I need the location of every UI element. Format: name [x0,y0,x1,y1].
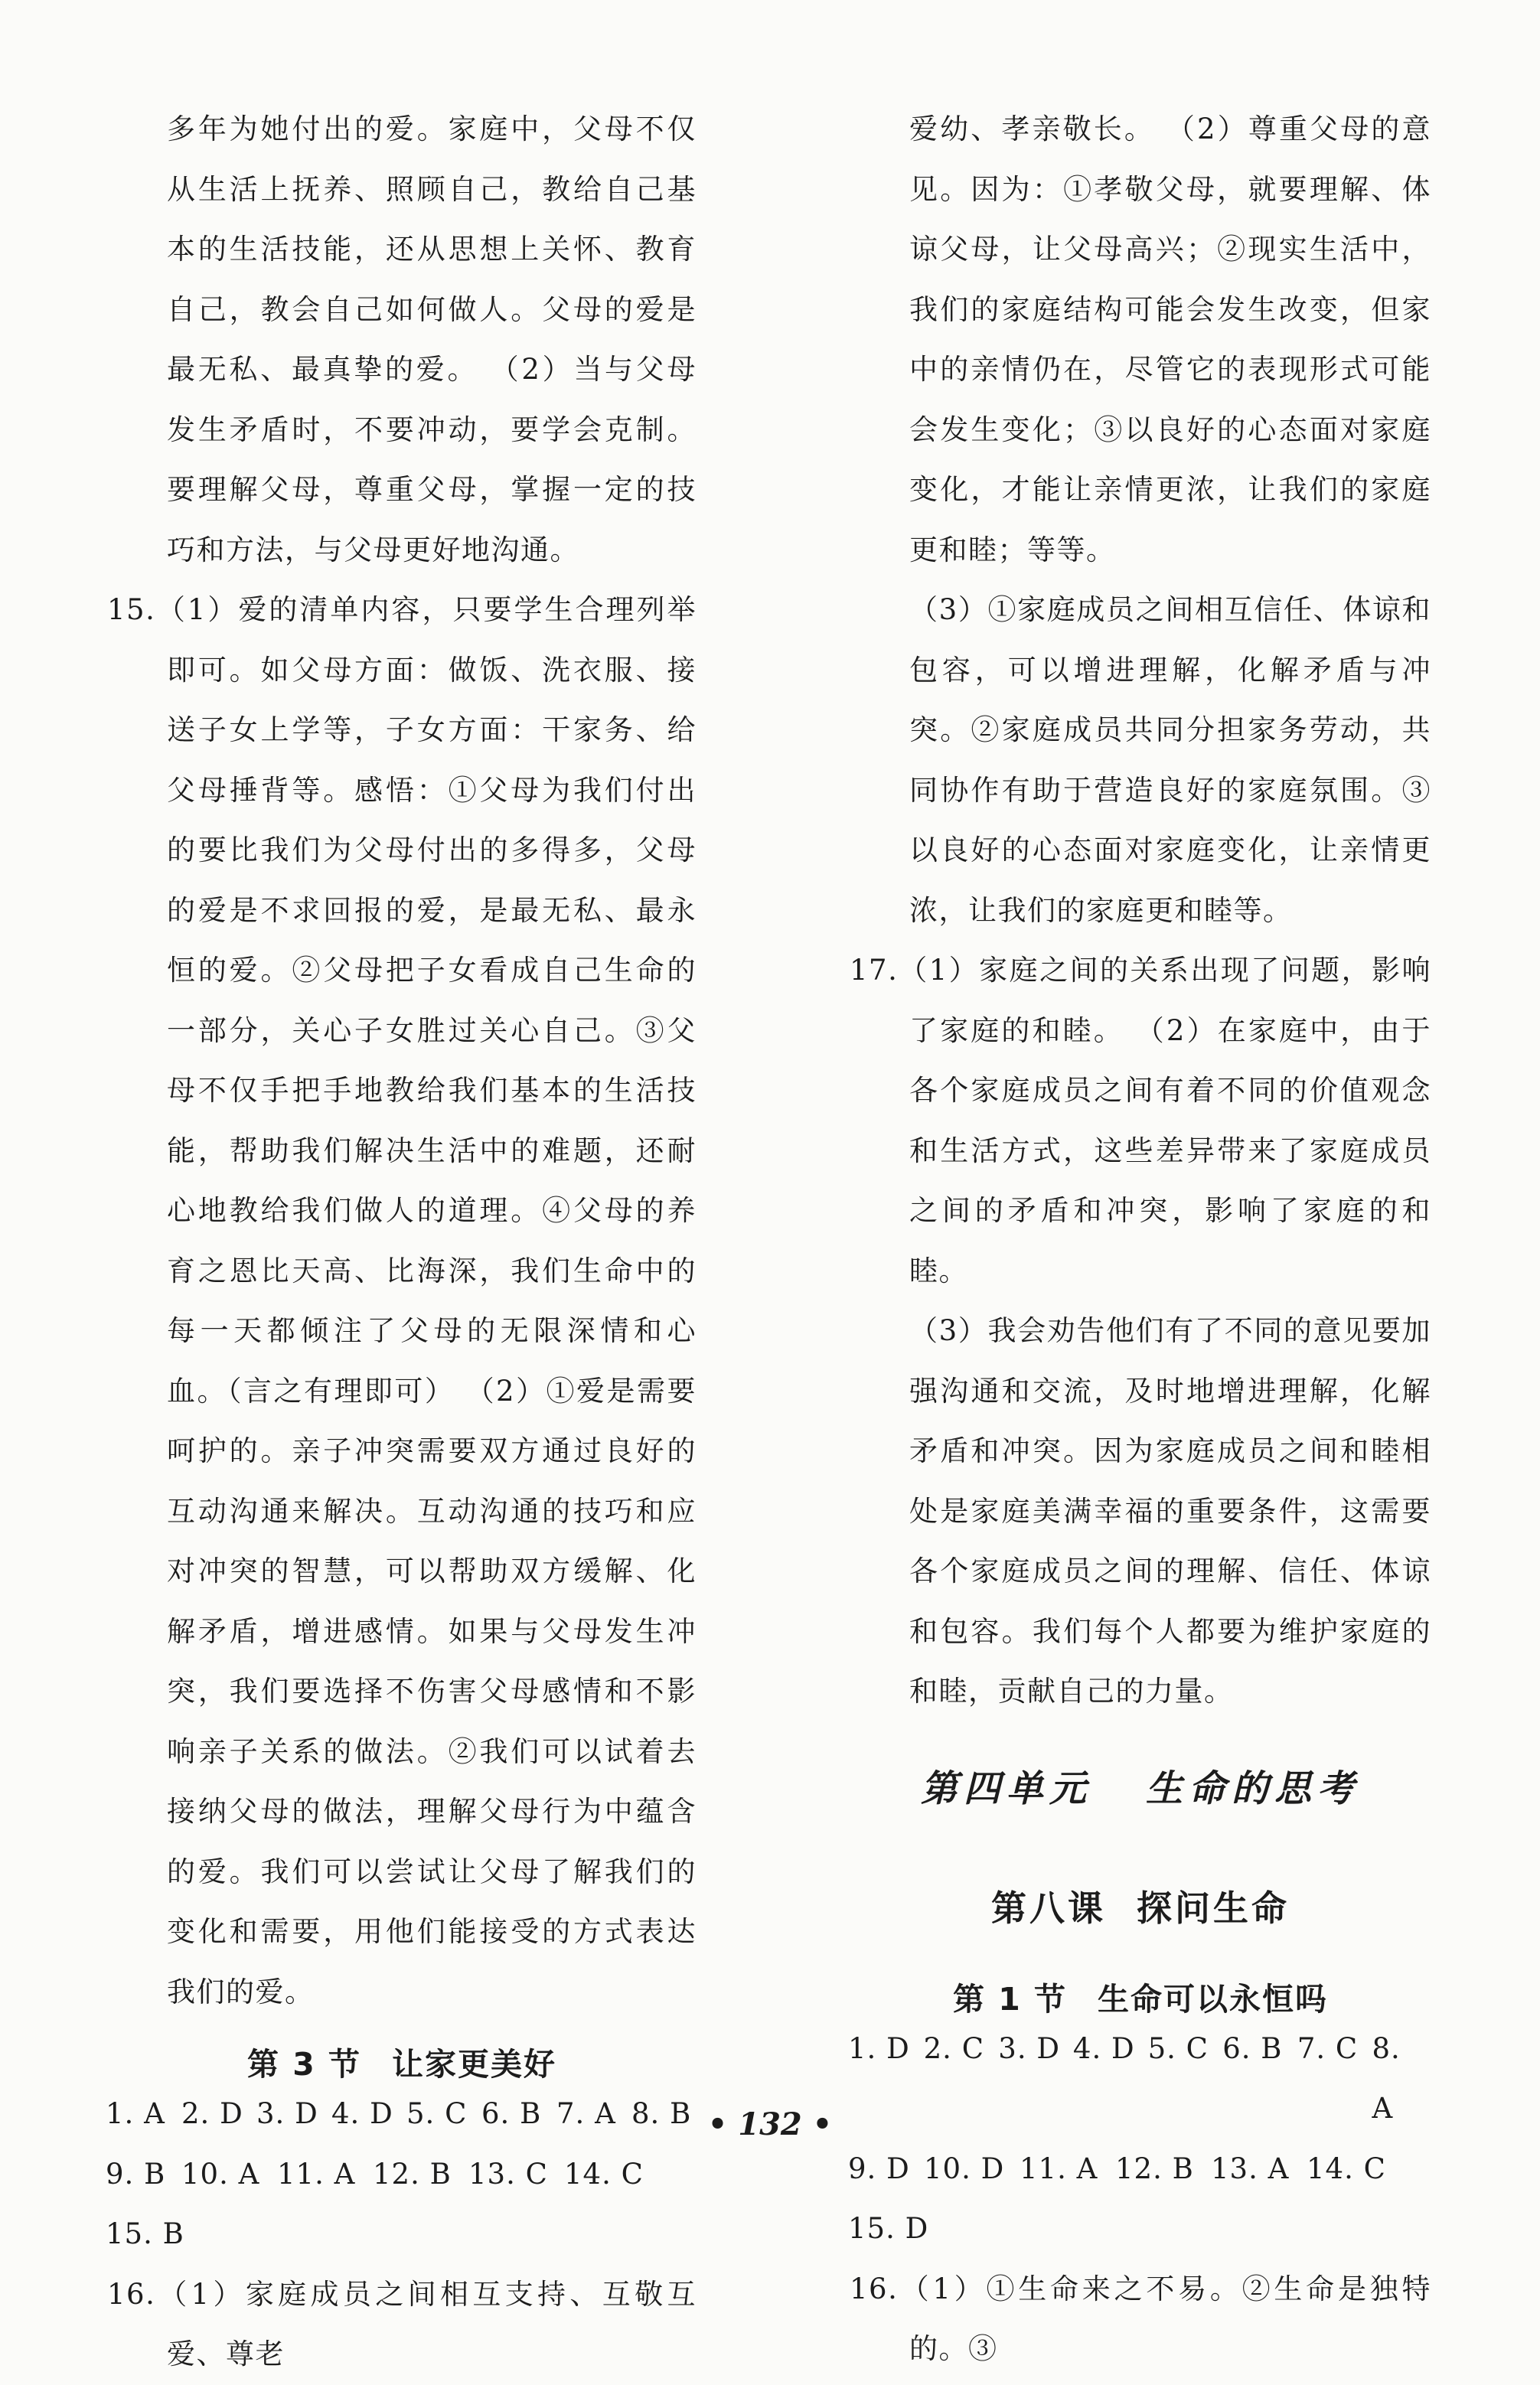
section-1-title [850,1974,1431,2019]
lesson-title [850,1881,1431,1931]
answer-item: 11. A [277,2157,356,2191]
left-column [107,100,697,2385]
answer-16-start-right: 16.（1）①生命来之不易。②生命是独特的。③ [850,2272,1431,2365]
unit-title [850,1759,1431,1812]
answer-item: 14. C [564,2157,644,2191]
answer-item: 3. D [998,2031,1061,2065]
section-1-number: 第 1 节 [952,1980,1068,2018]
answer-item: 6. B [481,2097,542,2130]
answer-item: 5. C [406,2097,468,2130]
answer-item: 9. D [848,2152,910,2185]
answer-item: 5. C [1147,2031,1209,2065]
answer-16-start: 16.（1）家庭成员之间相互支持、互敬互爱、尊老 [107,2277,697,2370]
answer-item: 8. B [631,2097,692,2130]
answer-item: 8. A [1372,2031,1401,2125]
answer-17: 17.（1）家庭之间的关系出现了问题，影响了家庭的和睦。 （2）在家庭中，由于各个家庭成员之间有着不同的价值观念和生活方式，这些差异带来了家庭成员之间的矛盾和冲突，影响了家庭的和睦。 [850,954,1431,1287]
answer-item: 10. A [181,2157,260,2191]
answer-item: 1. D [848,2031,910,2065]
answer-item: 15. B [106,2217,184,2250]
answer-item: 9. B [106,2157,166,2191]
answer-item: 13. A [1211,2152,1290,2185]
answer-item: 12. B [1115,2152,1194,2185]
answer-item: 11. A [1020,2152,1098,2185]
answer-item: 14. C [1307,2152,1386,2185]
answer-item: 13. C [468,2157,548,2191]
page-number: • 132 • [707,2106,833,2142]
answer-item: 3. D [256,2097,318,2130]
answer-item: 4. D [1072,2031,1135,2065]
answer-16-part-3: （3）①家庭成员之间相互信任、体谅和包容，可以增进理解，化解矛盾与冲突。②家庭成员共同分担家务劳动，共同协作有助于营造良好的家庭氛围。③以良好的心态面对家庭变化，让亲情更浓，让我们的家庭更和睦等。 [909,593,1431,927]
section-1-name: 生命可以永恒吗 [1098,1980,1329,2018]
answer-item: 4. D [331,2097,393,2130]
answer-16-continuation: 爱幼、孝亲敬长。 （2）尊重父母的意见。因为：①孝敬父母，就要理解、体谅父母，让父母高兴；②现实生活中，我们的家庭结构可能会发生改变，但家中的亲情仍在，尽管它的表现形式可能会发生变化；③以良好的心态面对家庭变化，才能让亲情更浓，让我们的家庭更和睦；等等。 [909,113,1431,566]
answer-item: 12. B [373,2157,452,2191]
section-3-name: 让家更美好 [392,2046,557,2083]
answer-17-part-3: （3）我会劝告他们有了不同的意见要加强沟通和交流，及时地增进理解，化解矛盾和冲突。因为家庭成员之间和睦相处是家庭美满幸福的重要条件，这需要各个家庭成员之间的理解、信任、体谅和包容。我们每个人都要为维护家庭的和睦，贡献自己的力量。 [909,1314,1431,1708]
answer-row [848,2139,1431,2200]
answer-row [106,2145,697,2205]
answer-item: 2. D [181,2097,243,2130]
answer-item: 2. C [923,2031,985,2065]
unit-name: 生命的思考 [1146,1767,1361,1810]
section-3-number: 第 3 节 [246,2046,362,2083]
right-column [850,100,1431,2380]
answer-15: 15.（1）爱的清单内容，只要学生合理列举即可。如父母方面：做饭、洗衣服、接送子女上学等，子女方面：干家务、给父母捶背等。感悟：①父母为我们付出的要比我们为父母付出的多得多，父母的爱是不求回报的爱，是最无私、最永恒的爱。②父母把子女看成自己生命的一部分，关心子女胜过关心自己。③父母不仅手把手地教给我们基本的生活技能，帮助我们解决生活中的难题，还耐心地教给我们做人的道理。④父母的养育之恩比天高、比海深，我们生命中的每一天都倾注了父母的无限深情和心血。（言之有理即可） （2）①爱是需要呵护的。亲子冲突需要双方通过良好的互动沟通来解决。互动沟通的技巧和应对冲突的智慧，可以帮助双方缓解、化解矛盾，增进感情。如果与父母发生冲突，我们要选择不伤害父母感情和不影响亲子关系的做法。②我们可以试着去接纳父母的做法，理解父母行为中蕴含的爱。我们可以尝试让父母了解我们的变化和需要，用他们能接受的方式表达我们的爱。 [107,593,697,2008]
answer-item: 15. D [848,2212,929,2245]
answer-item: 10. D [924,2152,1005,2185]
answer-item: 1. A [106,2097,165,2130]
answer-14-continuation: 多年为她付出的爱。家庭中，父母不仅从生活上抚养、照顾自己，教给自己基本的生活技能，还从思想上关怀、教育自己，教会自己如何做人。父母的爱是最无私、最真挚的爱。 （2）当与父母发生矛盾时，不要冲动，要学会克制。要理解父母，尊重父母，掌握一定的技巧和方法，与父母更好地沟通。 [167,113,697,566]
answer-item: 7. C [1297,2031,1359,2065]
section-3-title [107,2039,697,2084]
answer-item: 7. A [556,2097,616,2130]
lesson-name: 探问生命 [1137,1887,1290,1929]
unit-number: 第四单元 [920,1767,1092,1810]
answer-row [848,2199,1431,2259]
answer-item: 6. B [1222,2031,1283,2065]
lesson-number: 第八课 [991,1887,1106,1929]
